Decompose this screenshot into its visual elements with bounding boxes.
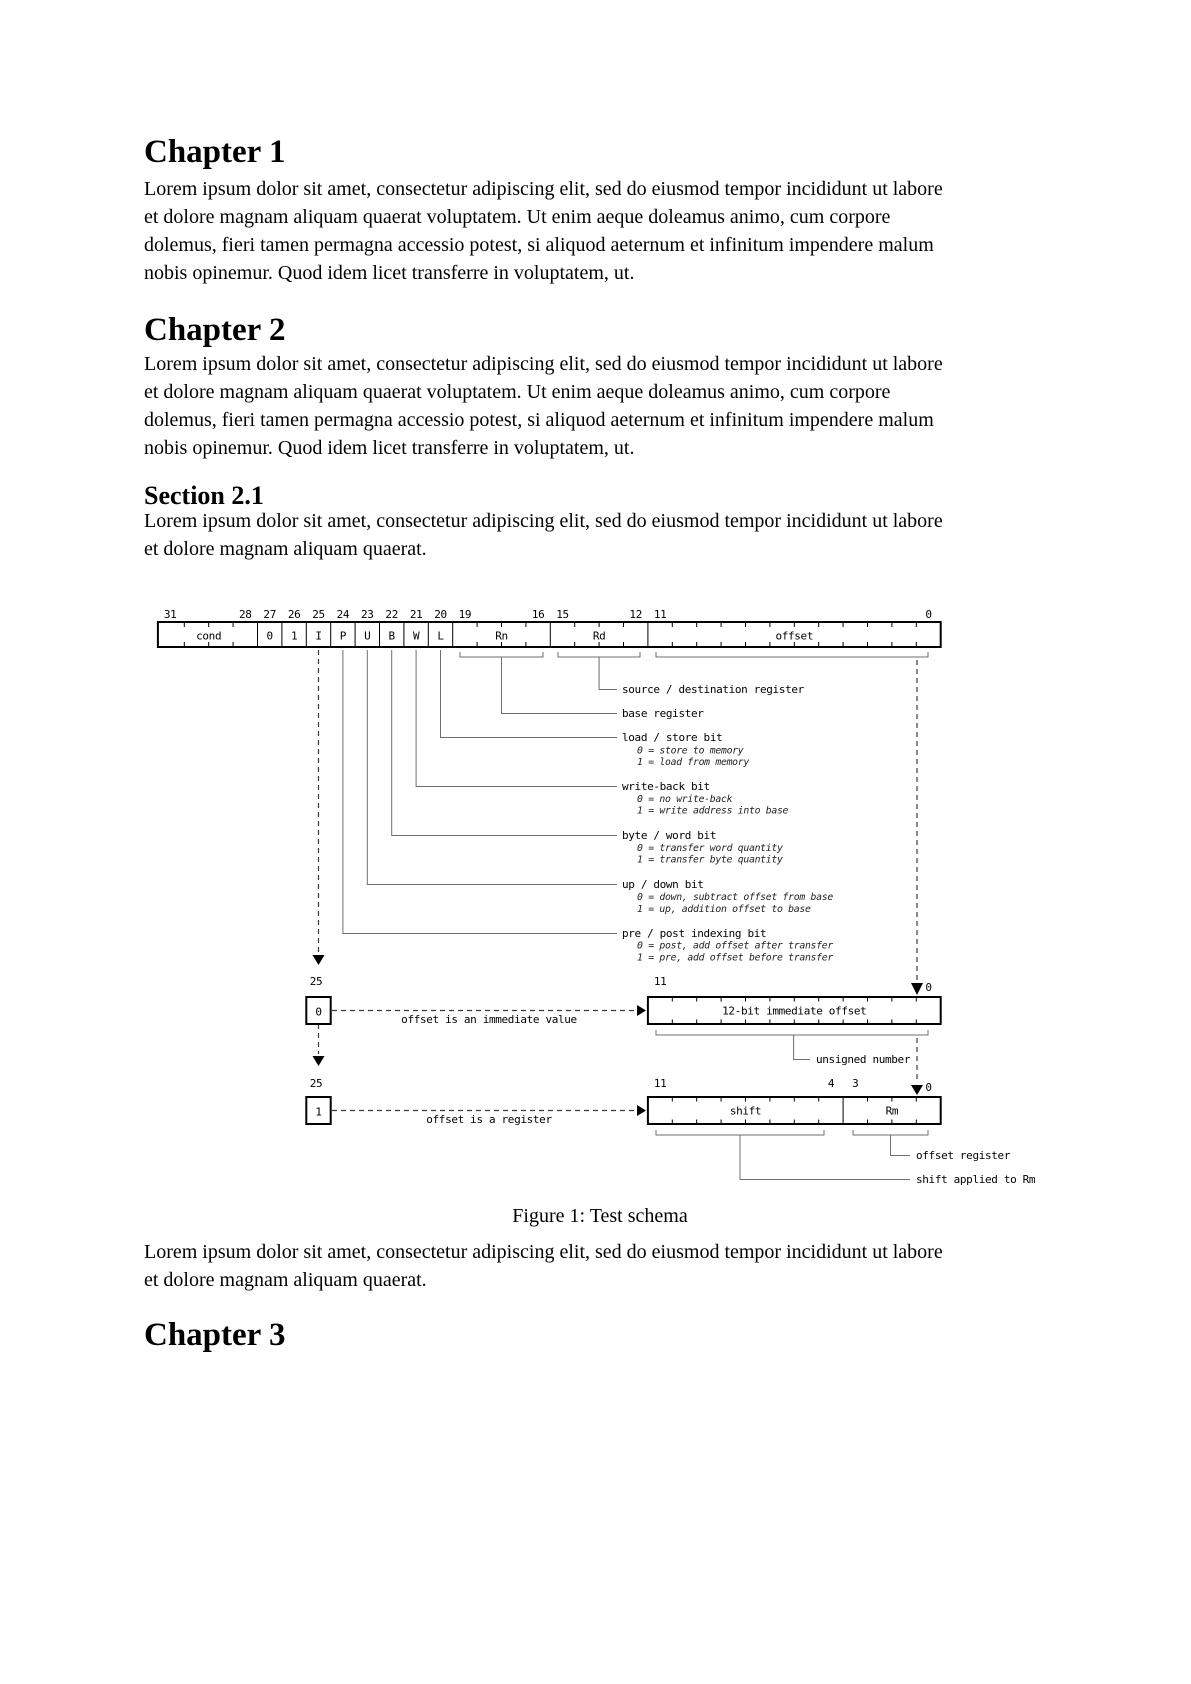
annotation-up-down-opt0: 0 = down, subtract offset from base — [637, 892, 833, 903]
figure-caption: Figure 1: Test schema — [512, 1205, 688, 1227]
arrow-down-icon — [313, 1056, 325, 1066]
paragraph-line: Lorem ipsum dolor sit amet, consectetur adipiscing elit, sed do eiusmod tempor incididunt ut labore — [144, 178, 943, 200]
bit-label-26: 26 — [287, 608, 301, 621]
chapter-1-paragraph — [144, 175, 943, 287]
paragraph-line: Lorem ipsum dolor sit amet, consectetur adipiscing elit, sed do eiusmod tempor incididunt ut labore — [144, 1241, 943, 1263]
annotation-unsigned-number: unsigned number — [816, 1053, 911, 1066]
annotation-shift-applied-to-rm: shift applied to Rm — [916, 1173, 1036, 1186]
rm-field-label: Rm — [885, 1104, 899, 1118]
annotation-write-back-opt0: 0 = no write-back — [637, 794, 733, 805]
bit-label-27: 27 — [263, 608, 276, 621]
field-bit27: 0 — [266, 629, 273, 643]
annotation-source-destination-register: source / destination register — [622, 683, 804, 696]
paragraph-line: nobis opinemur. Quod idem licet transferre in voluptatem, ut. — [144, 437, 635, 459]
bit-label-24: 24 — [336, 608, 350, 621]
paragraph-line: et dolore magnam aliquam quaerat voluptatem. Ut enim aeque doleamus animo, cum corpore — [144, 381, 891, 403]
annotation-connectors — [343, 650, 617, 934]
annotation-byte-word-opt0: 0 = transfer word quantity — [637, 843, 783, 854]
arrow-down-icon — [911, 1085, 923, 1095]
arrow-right-icon — [637, 1005, 646, 1016]
annotation-up-down-bit: up / down bit — [622, 878, 704, 891]
field-L: L — [437, 629, 444, 643]
chapter-3-heading: Chapter 3 — [144, 1317, 286, 1353]
bit-label-25: 25 — [309, 975, 323, 988]
field-bit26: 1 — [290, 629, 298, 643]
chapter-2-heading: Chapter 2 — [144, 312, 286, 348]
i-bit-value: 1 — [315, 1105, 322, 1119]
bit-label-11: 11 — [653, 975, 667, 988]
field-B: B — [388, 629, 395, 643]
chapter-2-paragraph — [144, 350, 943, 462]
paragraph-line: nobis opinemur. Quod idem licet transferre in voluptatem, ut. — [144, 262, 635, 284]
field-U: U — [364, 629, 371, 643]
annotation-pre-post-opt0: 0 = post, add offset after transfer — [637, 940, 833, 952]
annotation-write-back-bit: write-back bit — [622, 780, 710, 793]
bit-label-20: 20 — [434, 608, 447, 621]
bit-label-0: 0 — [925, 1081, 932, 1094]
bit-label-0: 0 — [925, 981, 932, 994]
annotation-write-back-opt1: 1 = write address into base — [637, 805, 789, 817]
field-cond: cond — [196, 629, 222, 643]
arrow-right-icon — [637, 1105, 646, 1116]
paragraph-line: et dolore magnam aliquam quaerat. — [144, 538, 427, 560]
bit-label-4: 4 — [827, 1077, 835, 1090]
bit-label-22: 22 — [385, 608, 398, 621]
annotation-labels — [622, 683, 833, 964]
bit-label-11: 11 — [653, 1077, 667, 1090]
dashed-flow-lines — [313, 650, 924, 1116]
bit-label-25: 25 — [312, 608, 325, 621]
bit-label-0: 0 — [925, 608, 932, 621]
annotation-byte-word-bit: byte / word bit — [622, 829, 717, 842]
i-bit-value: 0 — [315, 1005, 322, 1019]
annotation-byte-word-opt1: 1 = transfer byte quantity — [637, 854, 783, 866]
field-W: W — [412, 629, 420, 643]
immediate-offset-branch — [306, 975, 940, 1066]
annotation-up-down-opt1: 1 = up, addition offset to base — [637, 904, 811, 915]
bit-label-15: 15 — [556, 608, 569, 621]
arrow-down-icon — [313, 955, 325, 965]
bit-label-28: 28 — [239, 608, 252, 621]
annotation-base-register: base register — [622, 707, 704, 720]
annotation-load-store-opt1: 1 = load from memory — [637, 757, 749, 768]
annotation-load-store-opt0: 0 = store to memory — [637, 745, 744, 757]
paragraph-line: et dolore magnam aliquam quaerat voluptatem. Ut enim aeque doleamus animo, cum corpore — [144, 206, 891, 228]
bit-label-19: 19 — [458, 608, 472, 621]
bit-label-31: 31 — [163, 608, 177, 621]
annotation-pre-post-indexing-bit: pre / post indexing bit — [622, 927, 767, 940]
paragraph-line: Lorem ipsum dolor sit amet, consectetur adipiscing elit, sed do eiusmod tempor incididunt ut labore — [144, 510, 943, 532]
register-box — [158, 622, 941, 647]
register-arrow-label: offset is a register — [426, 1113, 552, 1126]
bit-label-3: 3 — [852, 1077, 859, 1090]
annotation-offset-register: offset register — [916, 1149, 1011, 1162]
bit-label-25: 25 — [309, 1077, 323, 1090]
bit-label-23: 23 — [361, 608, 374, 621]
paragraph-line: et dolore magnam aliquam quaerat. — [144, 1269, 427, 1291]
bit-label-16: 16 — [531, 608, 545, 621]
register-bit-labels — [164, 608, 932, 621]
annotation-pre-post-opt1: 1 = pre, add offset before transfer — [637, 952, 833, 964]
bit-label-11: 11 — [653, 608, 667, 621]
chapter-1-heading: Chapter 1 — [144, 134, 286, 170]
register-offset-branch — [306, 1077, 1036, 1186]
field-I: I — [315, 629, 322, 643]
immediate-offset-box-label: 12-bit immediate offset — [722, 1004, 867, 1018]
field-underbrackets — [460, 652, 928, 657]
immediate-arrow-label: offset is an immediate value — [401, 1013, 577, 1026]
field-P: P — [339, 629, 347, 643]
paragraph-line: Lorem ipsum dolor sit amet, consectetur adipiscing elit, sed do eiusmod tempor incididunt ut labore — [144, 353, 943, 375]
paragraph-line: dolemus, fieri tamen permagna accessio potest, si aliquod aeternum et infinitum impendere malum — [144, 409, 934, 431]
field-offset: offset — [775, 629, 814, 643]
arrow-down-icon — [911, 983, 923, 995]
bit-label-12: 12 — [629, 608, 642, 621]
section-2-1-heading: Section 2.1 — [144, 481, 264, 510]
instruction-encoding-figure — [0, 585, 1191, 1205]
paragraph-line: dolemus, fieri tamen permagna accessio potest, si aliquod aeternum et infinitum impendere malum — [144, 234, 934, 256]
field-Rd: Rd — [592, 629, 606, 643]
annotation-load-store-bit: load / store bit — [622, 731, 723, 744]
section-2-1-paragraph — [144, 507, 943, 563]
shift-field-label: shift — [729, 1104, 762, 1118]
bit-label-21: 21 — [409, 608, 423, 621]
after-figure-paragraph — [144, 1238, 943, 1294]
field-Rn: Rn — [495, 629, 508, 643]
